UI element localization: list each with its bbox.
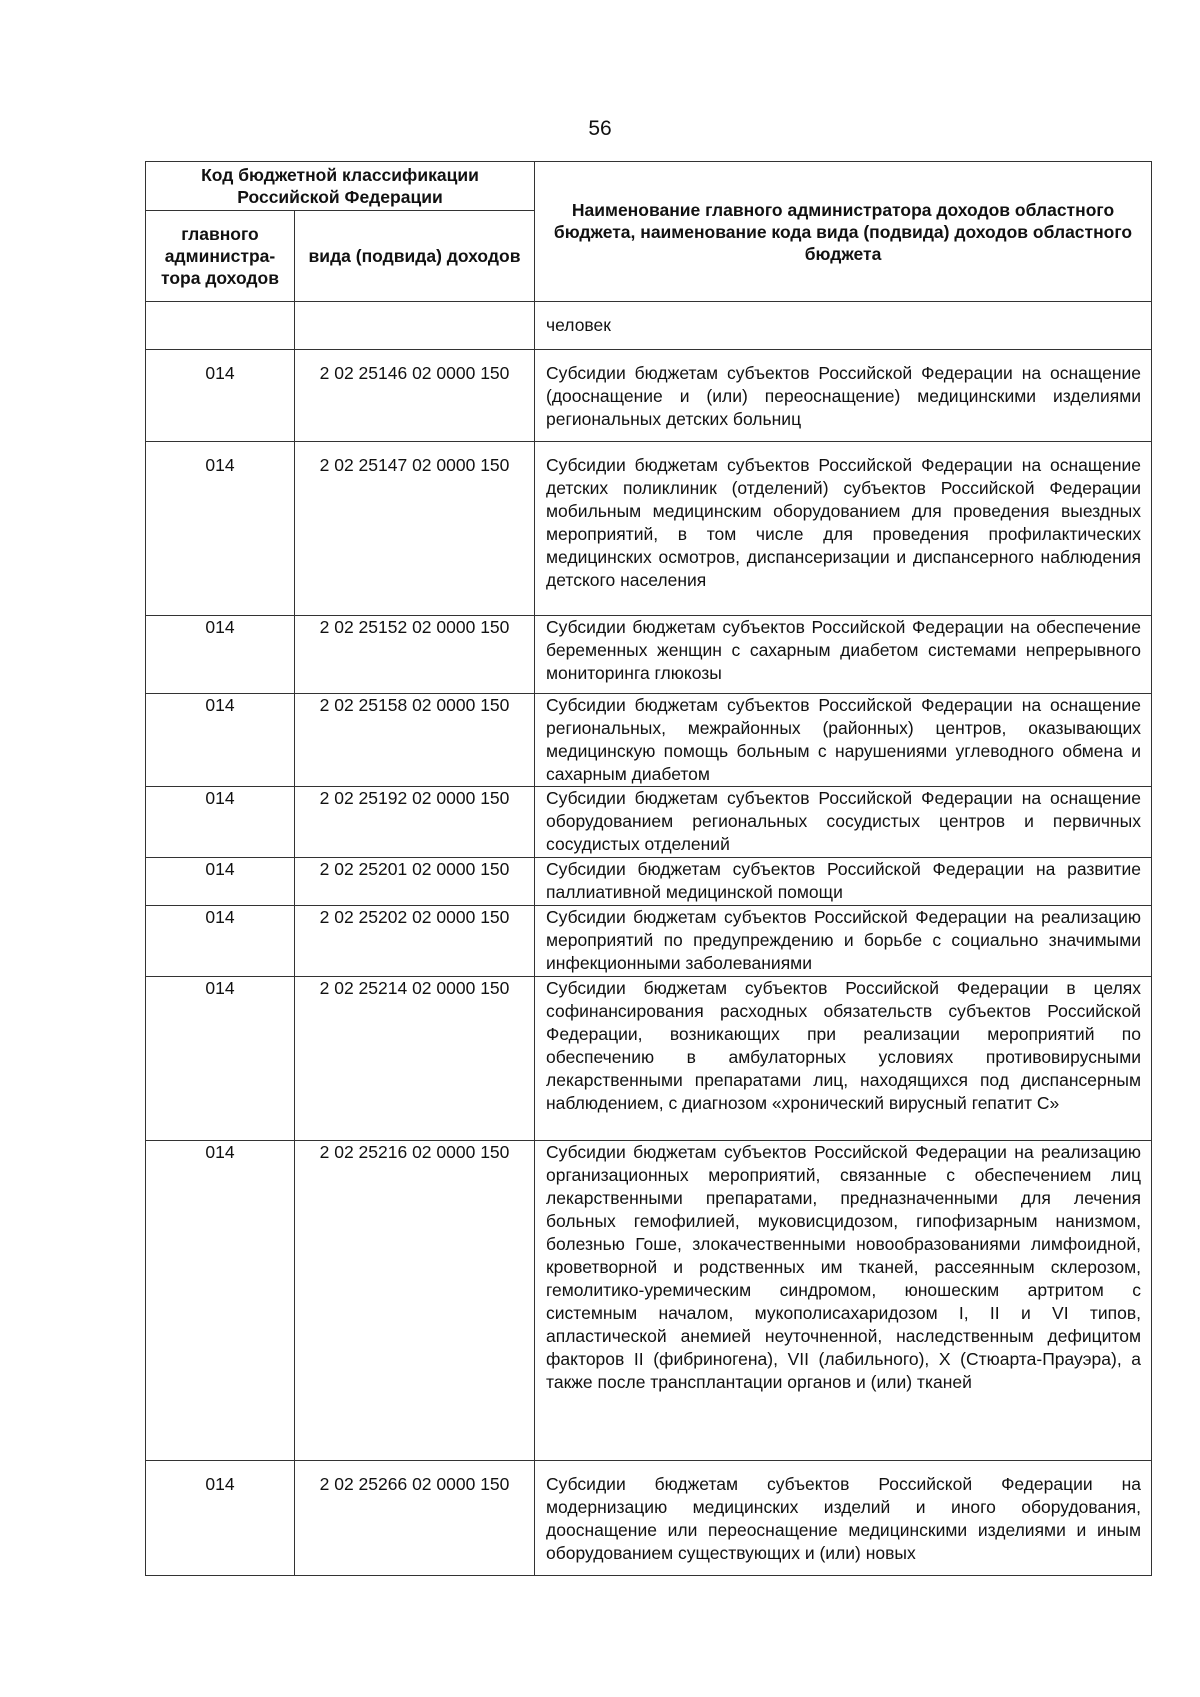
table-row xyxy=(146,616,1152,694)
header-admin-column: главного администра-тора доходов xyxy=(146,211,295,302)
admin-code-cell: 014 xyxy=(146,906,295,977)
admin-code-cell: 014 xyxy=(146,787,295,858)
table-row xyxy=(146,694,1152,787)
income-code-cell: 2 02 25216 02 0000 150 xyxy=(295,1141,535,1461)
admin-code-cell: 014 xyxy=(146,1141,295,1461)
admin-code-cell: 014 xyxy=(146,616,295,694)
income-name-cell: Субсидии бюджетам субъектов Российской Федерации в целях софинансирования расходных обязательств субъектов Российской Федерации, возникающих при реализации мероприятий по обеспечению в амбулаторных условиях противовирусными лекарственными препаратами лиц, находящихся под диспансерным наблюдением, с диагнозом «хронический вирусный гепатит С» xyxy=(535,977,1152,1141)
admin-code-cell: 014 xyxy=(146,1461,295,1576)
table-row xyxy=(146,787,1152,858)
income-code-cell: 2 02 25266 02 0000 150 xyxy=(295,1461,535,1576)
table-row xyxy=(146,1461,1152,1576)
income-code-cell: 2 02 25152 02 0000 150 xyxy=(295,616,535,694)
admin-code-cell: 014 xyxy=(146,858,295,906)
admin-code-cell xyxy=(146,302,295,350)
income-code-cell: 2 02 25201 02 0000 150 xyxy=(295,858,535,906)
income-name-cell: Субсидии бюджетам субъектов Российской Федерации на развитие паллиативной медицинской помощи xyxy=(535,858,1152,906)
income-code-cell: 2 02 25158 02 0000 150 xyxy=(295,694,535,787)
income-name-cell: человек xyxy=(535,302,1152,350)
income-name-cell: Субсидии бюджетам субъектов Российской Федерации на обеспечение беременных женщин с сахарным диабетом системами непрерывного мониторинга глюкозы xyxy=(535,616,1152,694)
income-name-cell: Субсидии бюджетам субъектов Российской Федерации на оснащение детских поликлиник (отделений) субъектов Российской Федерации мобильным медицинским оборудованием для проведения выездных мероприятий, в том числе для проведения профилактических медицинских осмотров, диспансеризации и диспансерного наблюдения детского населения xyxy=(535,442,1152,616)
table-row xyxy=(146,442,1152,616)
page-number: 56 xyxy=(588,117,612,140)
income-code-cell: 2 02 25214 02 0000 150 xyxy=(295,977,535,1141)
admin-code-cell: 014 xyxy=(146,442,295,616)
income-code-cell: 2 02 25202 02 0000 150 xyxy=(295,906,535,977)
income-code-cell: 2 02 25147 02 0000 150 xyxy=(295,442,535,616)
table-row xyxy=(146,977,1152,1141)
table-row xyxy=(146,1141,1152,1461)
budget-classification-table xyxy=(145,161,1152,1576)
admin-code-cell: 014 xyxy=(146,977,295,1141)
income-name-cell: Субсидии бюджетам субъектов Российской Федерации на модернизацию медицинских изделий и иного оборудования, дооснащение или переоснащение медицинскими изделиями и иным оборудованием существующих и (или) новых xyxy=(535,1461,1152,1576)
header-kind-column: вида (подвида) доходов xyxy=(295,211,535,302)
header-budget-code-group: Код бюджетной классификации Российской Федерации xyxy=(146,162,535,211)
income-code-cell: 2 02 25146 02 0000 150 xyxy=(295,350,535,442)
income-name-cell: Субсидии бюджетам субъектов Российской Федерации на реализацию мероприятий по предупреждению и борьбе с социально значимыми инфекционными заболеваниями xyxy=(535,906,1152,977)
income-name-cell: Субсидии бюджетам субъектов Российской Федерации на оснащение региональных, межрайонных (районных) центров, оказывающих медицинскую помощь больным с нарушениями углеводного обмена и сахарным диабетом xyxy=(535,694,1152,787)
table-row xyxy=(146,350,1152,442)
income-code-cell: 2 02 25192 02 0000 150 xyxy=(295,787,535,858)
table-row xyxy=(146,906,1152,977)
income-code-cell xyxy=(295,302,535,350)
table-row xyxy=(146,858,1152,906)
income-name-cell: Субсидии бюджетам субъектов Российской Федерации на оснащение оборудованием региональных сосудистых центров и первичных сосудистых отделений xyxy=(535,787,1152,858)
table-row xyxy=(146,302,1152,350)
admin-code-cell: 014 xyxy=(146,694,295,787)
header-name-column: Наименование главного администратора доходов областного бюджета, наименование кода вида (подвида) доходов областного бюджета xyxy=(535,162,1152,302)
table-header-row xyxy=(146,162,1152,211)
admin-code-cell: 014 xyxy=(146,350,295,442)
income-name-cell: Субсидии бюджетам субъектов Российской Федерации на оснащение (дооснащение и (или) переоснащение) медицинскими изделиями региональных детских больниц xyxy=(535,350,1152,442)
income-name-cell: Субсидии бюджетам субъектов Российской Федерации на реализацию организационных мероприятий, связанные с обеспечением лиц лекарственными препаратами, предназначенными для лечения больных гемофилией, муковисцидозом, гипофизарным нанизмом, болезнью Гоше, злокачественными новообразованиями лимфоидной, кроветворной и родственных им тканей, рассеянным склерозом, гемолитико-уремическим синдромом, юношеским артритом с системным началом, мукополисахаридозом I, II и VI типов, апластической анемией неуточненной, наследственным дефицитом факторов II (фибриногена), VII (лабильного), X (Стюарта-Прауэра), а также после трансплантации органов и (или) тканей xyxy=(535,1141,1152,1461)
